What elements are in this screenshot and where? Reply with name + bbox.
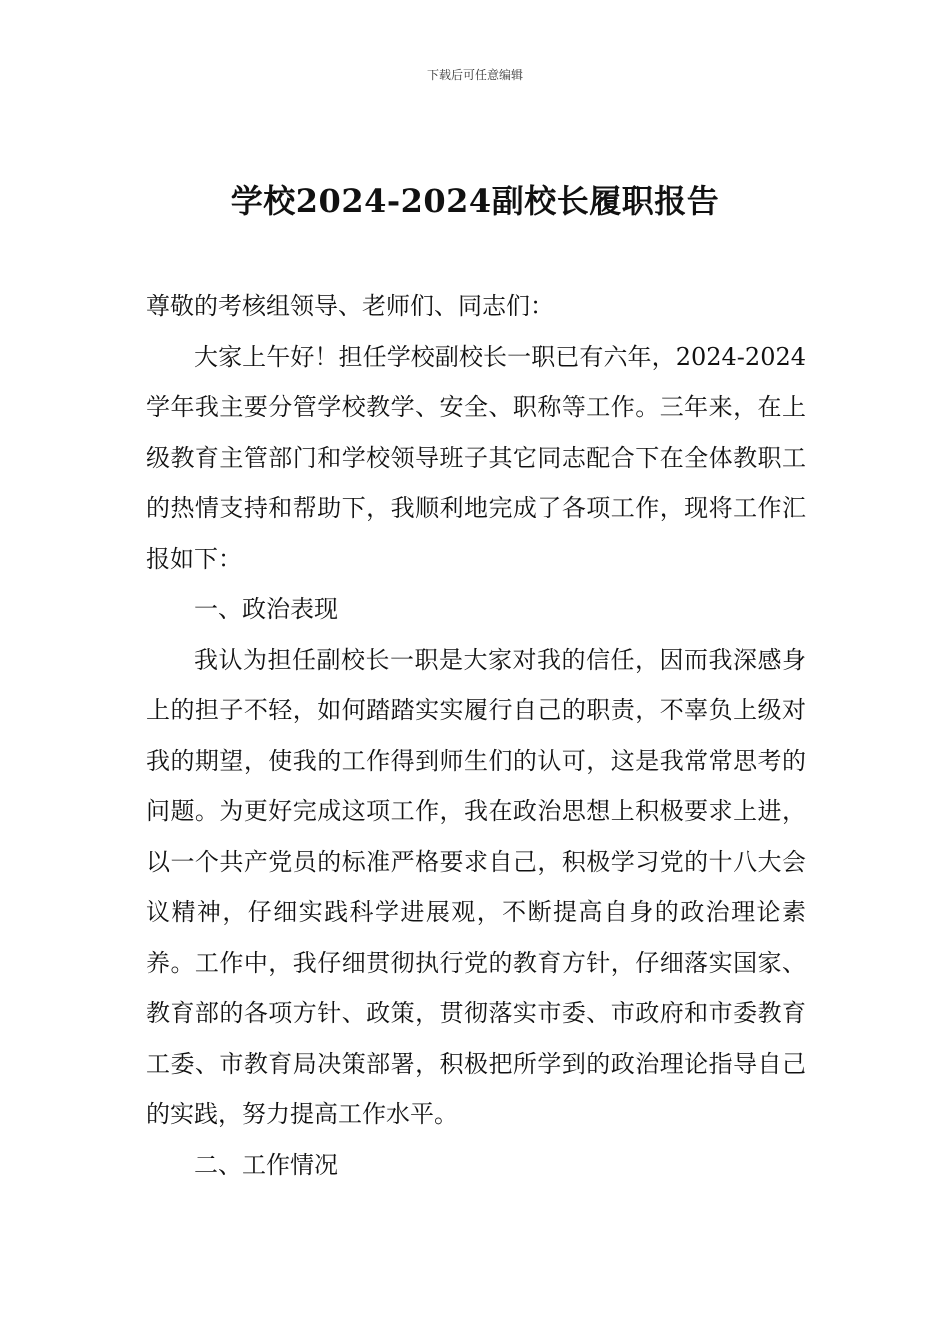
- document-body: [146, 281, 806, 1190]
- header-note: 下载后可任意编辑: [426, 68, 523, 82]
- document-title: 学校2024-2024副校长履职报告: [230, 182, 720, 220]
- salutation: 尊敬的考核组领导、老师们、同志们：: [146, 292, 554, 320]
- paragraph-political: 我认为担任副校长一职是大家对我的信任，因而我深感身上的担子不轻，如何踏踏实实履行自己的职责，不辜负上级对我的期望，使我的工作得到师生们的认可，这是我常常思考的问题。为更好完成这项工作，我在政治思想上积极要求上进，以一个共产党员的标准严格要求自己，积极学习党的十八大会议精神，仔细实践科学进展观，不断提高自身的政治理论素养。工作中，我仔细贯彻执行党的教育方针，仔细落实国家、教育部的各项方针、政策，贯彻落实市委、市政府和市委教育工委、市教育局决策部署，积极把所学到的政治理论指导自己的实践，努力提高工作水平。: [146, 645, 806, 1128]
- section-heading-work: 二、工作情况: [194, 1150, 338, 1179]
- section-heading-political: 一、政治表现: [194, 595, 338, 623]
- paragraph-intro: 大家上午好！担任学校副校长一职已有六年，2024-2024学年我主要分管学校教学、安全、职称等工作。三年来，在上级教育主管部门和学校领导班子其它同志配合下在全体教职工的热情支持和帮助下，我顺利地完成了各项工作，现将工作汇报如下：: [146, 342, 806, 573]
